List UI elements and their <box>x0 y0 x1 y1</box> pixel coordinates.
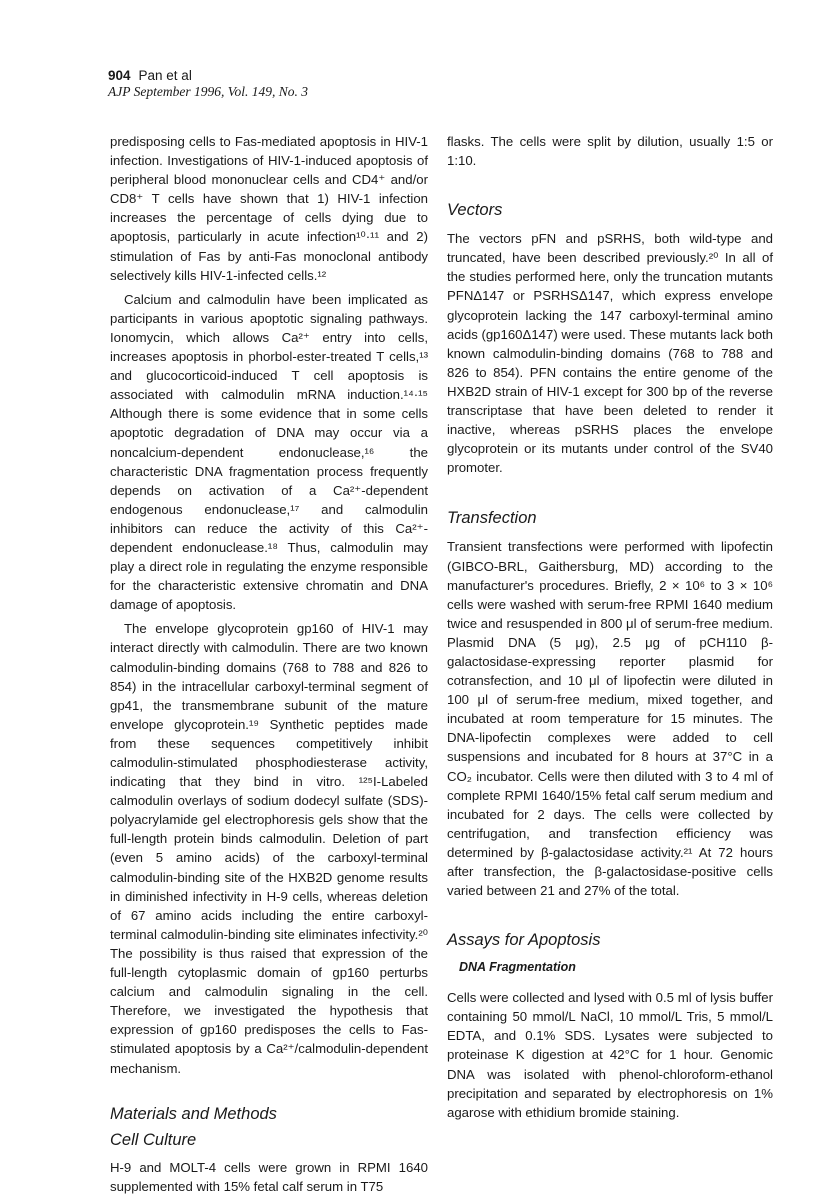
right-column <box>447 132 773 1122</box>
dna-fragmentation-paragraph: Cells were collected and lysed with 0.5 ml of lysis buffer containing 50 mmol/L NaCl, 10 mmol/L Tris, 5 mmol/L EDTA, and 0.1% SDS. Lysates were subjected to proteinase K digestion at 42°C for 1 hour. Genomic DNA was isolated with phenol-chloroform-ethanol precipitation and separated by electrophoresis on 1% agarose with ethidium bromide staining. <box>447 990 773 1120</box>
journal-citation: AJP September 1996, Vol. 149, No. 3 <box>108 84 308 99</box>
transfection-paragraph: Transient transfections were performed with lipofectin (GIBCO-BRL, Gaithersburg, MD) according to the manufacturer's procedures. Briefly, 2 × 10⁶ to 3 × 10⁶ cells were washed with serum-free RPMI 1640 medium twice and resuspended in 800 μl of serum-free medium. Plasmid DNA (5 μg), 2.5 μg of pCH110 β-galactosidase-expressing reporter plasmid for cotransfection, and 10 μl of lipofectin were diluted in 100 μl of serum-free medium, mixed together, and incubated at room temperature for 15 minutes. The DNA-lipofectin complexes were added to cell suspensions and incubated for 8 hours at 37°C in a CO₂ incubator. Cells were then diluted with 3 to 4 ml of complete RPMI 1640/15% fetal calf serum medium and incubated for 2 days. The cells were collected by centrifugation, and transfection efficiency was determined by β-galactosidase activity.²¹ At 72 hours after transfection, the β-galactosidase-positive cells varied between 21 and 27% of the total. <box>447 539 773 899</box>
page-number: 904 <box>108 68 131 83</box>
materials-methods-heading: Materials and Methods <box>110 1104 277 1123</box>
dna-fragmentation-heading: DNA Fragmentation <box>459 960 576 975</box>
cell-culture-paragraph: H-9 and MOLT-4 cells were grown in RPMI 1640 supplemented with 15% fetal calf serum in T75 <box>110 1159 428 1194</box>
vectors-paragraph: The vectors pFN and pSRHS, both wild-type and truncated, have been described previously.²⁰ In all of the studies performed here, only the truncation mutants PFNΔ147 or PSRHSΔ147, which express envelope glycoprotein lacking the 147 carboxyl-terminal amino acids (gp160Δ147) were used. These mutants lack both known calmodulin-binding domains (768 to 788 and 826 to 854). PFN contains the entire genome of the HXB2D strain of HIV-1 except for 300 bp of the reverse transcriptase that have been deleted to render it inactive, whereas pSRHS places the envelope glycoprotein or its mutants under control of the SV40 promoter. <box>447 231 773 476</box>
left-column <box>110 132 428 1196</box>
running-header <box>108 68 308 100</box>
assays-apoptosis-heading: Assays for Apoptosis <box>447 931 601 950</box>
cell-culture-heading: Cell Culture <box>110 1130 197 1149</box>
cell-culture-paragraph-continued: flasks. The cells were split by dilution, usually 1:5 or 1:10. <box>447 134 773 169</box>
running-authors: Pan et al <box>138 68 192 83</box>
gp160-paragraph: The envelope glycoprotein gp160 of HIV-1 may interact directly with calmodulin. There are two known calmodulin-binding domains (768 to 788 and 826 to 854) in the intracellular carboxyl-terminal segment of gp41, the transmembrane subunit of the mature envelope glycoprotein.¹⁹ Synthetic peptides made from these sequences competitively inhibit calmodulin-stimulated phosphodiesterase activity, indicating that they bind in vitro. ¹²⁵I-Labeled calmodulin overlays of sodium dodecyl sulfate (SDS)-polyacrylamide gel electrophoresis gels show that the full-length protein binds calmodulin. Deletion of part (even 5 amino acids) of the carboxyl-terminal calmodulin-binding site of the HXB2D genome results in diminished infectivity in H-9 cells, whereas deletion of 67 amino acids including the entire carboxyl-terminal calmodulin-binding site eliminates infectivity.²⁰ The possibility is thus raised that expression of the full-length cytoplasmic domain of gp160 perturbs calcium and calmodulin signaling in the cell. Therefore, we investigated the hypothesis that expression of gp160 predisposes the cells to Fas-stimulated apoptosis by a Ca²⁺/calmodulin-dependent mechanism. <box>110 621 429 1076</box>
calcium-calmodulin-paragraph: Calcium and calmodulin have been implicated as participants in various apoptotic signaling pathways. Ionomycin, which allows Ca²⁺ entry into cells, increases apoptosis in phorbol-ester-treated T cells,¹³ and glucocorticoid-induced T cell apoptosis is associated with calmodulin mRNA induction.¹⁴·¹⁵ Although there is some evidence that in some cells apoptotic degradation of DNA may occur via a noncalcium-dependent endonuclease,¹⁶ the characteristic DNA fragmentation process frequently depends on activation of a Ca²⁺-dependent endogenous endonuclease,¹⁷ and calmodulin inhibitors can reduce the activity of this Ca²⁺-dependent endonuclease.¹⁸ Thus, calmodulin may play a direct role in regulating the enzyme responsible for the characteristic extensive chromatin and DNA damage of apoptosis. <box>110 291 428 613</box>
vectors-heading: Vectors <box>447 201 503 220</box>
intro-paragraph-continued: predisposing cells to Fas-mediated apoptosis in HIV-1 infection. Investigations of HIV-1-induced apoptosis of peripheral blood mononuclear cells and CD4⁺ and/or CD8⁺ T cells have shown that 1) HIV-1 infection increases the percentage of cells dying due to apoptosis, particularly in acute infection¹⁰·¹¹ and 2) stimulation of Fas by anti-Fas monoclonal antibody selectively kills HIV-1-infected cells.¹² <box>110 134 428 283</box>
transfection-heading: Transfection <box>447 509 537 528</box>
